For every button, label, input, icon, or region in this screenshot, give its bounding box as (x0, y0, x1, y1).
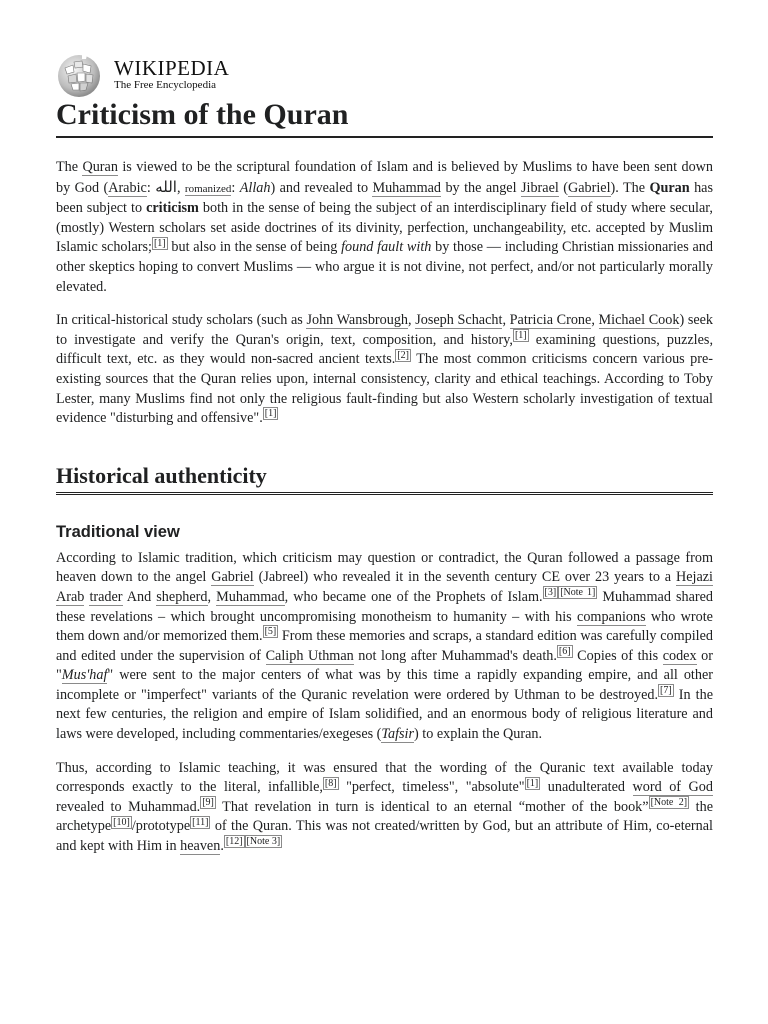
text: ). The (610, 179, 650, 196)
text: ) and revealed to (270, 179, 373, 196)
reference-link[interactable]: [12] (225, 836, 243, 848)
text: And (122, 588, 157, 605)
reference-link[interactable]: [1] (526, 777, 539, 789)
wikipedia-globe-icon[interactable] (56, 54, 102, 98)
allah-term: Allah (239, 179, 271, 196)
criticism-bold: criticism (146, 200, 199, 217)
link-romanized[interactable]: romanized (184, 182, 232, 195)
link-joseph-schacht[interactable]: Joseph Schacht (415, 312, 503, 329)
link-arabic[interactable]: Arabic (108, 179, 147, 196)
traditional-paragraph-2 (56, 759, 713, 857)
traditional-paragraph-1 (56, 549, 713, 745)
reference-link[interactable]: [1] (514, 330, 527, 342)
text: . (220, 838, 224, 855)
link-patricia-crone[interactable]: Patricia Crone (509, 312, 592, 329)
found-fault-italic: found fault with (341, 239, 432, 256)
text: has been subject to (56, 179, 713, 217)
link-john-wansbrough[interactable]: John Wansbrough (306, 312, 409, 329)
wikipedia-wordmark (114, 57, 229, 92)
text: revealed to Muhammad. (56, 798, 201, 815)
link-muhammad[interactable]: Muhammad (216, 588, 285, 605)
quran-bold: Quran (649, 179, 690, 196)
text: , (176, 179, 185, 196)
text: ( (558, 179, 568, 196)
text: In critical-historical study scholars (such as (56, 312, 307, 329)
note-link[interactable]: [Note 1] (560, 587, 596, 599)
link-companions[interactable]: companions (577, 608, 646, 625)
link-arab[interactable]: Arab (56, 588, 85, 605)
text: , who became one of the Prophets of Islam. (284, 588, 543, 605)
text: (Jabreel) who revealed it in the seventh century CE over 23 years to a (253, 569, 676, 586)
text: , (502, 312, 510, 329)
link-word-of-god[interactable]: word of God (632, 779, 713, 796)
text: That revelation in turn is identical to an eternal “mother of the book” (215, 798, 649, 815)
link-gabriel[interactable]: Gabriel (567, 179, 611, 196)
link-muhammad[interactable]: Muhammad (372, 179, 442, 196)
text: both in the sense of being the subject of an interdisciplinary field of study where secular, (mostly) Western scholars set aside doctrines of its divinity, perfection, unchangeability, etc. accepted by Muslim Islamic scholars; (56, 200, 713, 256)
text: Muhammad shared these revelations – which brought uncompromising monotheism to humanity – with his (56, 588, 714, 625)
text: : (231, 179, 240, 196)
link-tafsir[interactable]: Tafsir (381, 726, 415, 743)
reference-link[interactable]: [1] (153, 237, 166, 249)
reference-link[interactable]: [6] (558, 645, 571, 657)
wordmark-subtitle: The Free Encyclopedia (114, 79, 217, 91)
text: of the Quran. This was not created/written by God, but an attribute of Him, co-eternal and kept with Him in (56, 818, 713, 855)
link-jibrael[interactable]: Jibrael (520, 179, 559, 196)
text: , (207, 588, 217, 605)
text: "perfect, timeless", "absolute" (338, 779, 525, 796)
reference-link[interactable]: [5] (264, 626, 277, 638)
intro-paragraph-2 (56, 311, 713, 429)
reference-link[interactable]: [10] (113, 816, 130, 828)
link-mushaf[interactable]: Mus'haf (61, 667, 108, 684)
text: ) to explain the Quran. (414, 726, 543, 743)
link-heaven[interactable]: heaven (180, 838, 221, 855)
text: From these memories and scraps, a standard edition was carefully compiled and edited under the supervision of (56, 628, 713, 664)
text: by the angel (441, 179, 521, 196)
link-codex[interactable]: codex (662, 647, 697, 664)
text: is viewed to be the scriptural foundation of Islam and is believed by Muslims to have been sent down by God ( (56, 159, 713, 196)
arabic-script: الله (155, 177, 177, 196)
link-shepherd[interactable]: shepherd (156, 588, 208, 605)
text: not long after Muhammad's death. (353, 647, 557, 664)
reference-link[interactable]: [8] (324, 777, 337, 789)
text: examining questions, puzzles, difficult text, etc. as they would non-sacred ancient texts. (56, 331, 713, 368)
link-gabriel[interactable]: Gabriel (211, 569, 254, 586)
text: but also in the sense of being (167, 239, 342, 256)
text: Copies of this (572, 647, 663, 664)
text: the archetype (56, 798, 713, 835)
text: In the next few centuries, the religion and empire of Islam solidified, and an enormous body of religious literature and laws were developed, including commentaries/exegeses ( (56, 686, 713, 743)
link-michael-cook[interactable]: Michael Cook (598, 312, 680, 329)
link-trader[interactable]: trader (89, 588, 123, 605)
note-link[interactable]: [Note 2] (650, 797, 688, 809)
reference-link[interactable]: [2] (397, 349, 410, 361)
text: by those — including Christian missionaries and other skeptics hoping to convert Muslims — who argue it is not divine, not perfect, and/or not particularly morally elevated. (56, 239, 713, 295)
reference-link[interactable]: [7] (660, 685, 672, 697)
reference-link[interactable]: [3] (544, 587, 557, 599)
text: The (56, 159, 83, 175)
article-content (56, 96, 713, 857)
text: : (146, 179, 156, 196)
link-quran[interactable]: Quran (82, 159, 118, 175)
text: , (591, 312, 599, 329)
text: ) seek to investigate and verify the Quran's origin, text, composition, and history, (56, 312, 714, 348)
reference-link[interactable]: [11] (192, 816, 209, 828)
text: Thus, according to Islamic teaching, it was ensured that the wording of the Quranic text available today corresponds exactly to the literal, infallible, (56, 759, 713, 796)
wordmark-title: WIKIPEDIA (114, 56, 230, 80)
text: " were sent to the major centers of what was by this time a rapidly expanding empire, and all other incomplete or "imperfect" variants of the Quranic revelation were ordered by Uthman to be destroyed. (56, 667, 713, 703)
text: The most common criticisms concern various pre-existing sources that the Quran relies upon, internal consistency, clarity and ethical teachings. According to Toby Lester, many Muslims find not only the religious fault-finding but also Western scholarly investigation of textual evidence "disturbing and offensive". (56, 351, 713, 427)
text: or " (56, 647, 713, 684)
reference-link[interactable]: [1] (264, 408, 277, 420)
text: According to Islamic tradition, which criticism may question or contradict, the Quran followed a passage from heaven down to the angel (56, 549, 713, 586)
text: /prototype (131, 818, 191, 835)
subsection-heading-traditional-view: Traditional view (56, 522, 180, 541)
link-hejazi[interactable]: Hejazi (675, 569, 713, 586)
reference-link[interactable]: [9] (202, 797, 214, 809)
text: unadulterated (540, 779, 633, 796)
section-heading-historical-authenticity: Historical authenticity (56, 462, 713, 495)
note-link[interactable]: [Note 3] (246, 836, 281, 848)
page-title: Criticism of the Quran (56, 96, 713, 138)
link-caliph-uthman[interactable]: Caliph Uthman (265, 647, 354, 664)
text: who wrote them down and/or memorized them. (56, 608, 713, 645)
intro-paragraph-1 (56, 158, 713, 297)
text: , (408, 312, 416, 329)
